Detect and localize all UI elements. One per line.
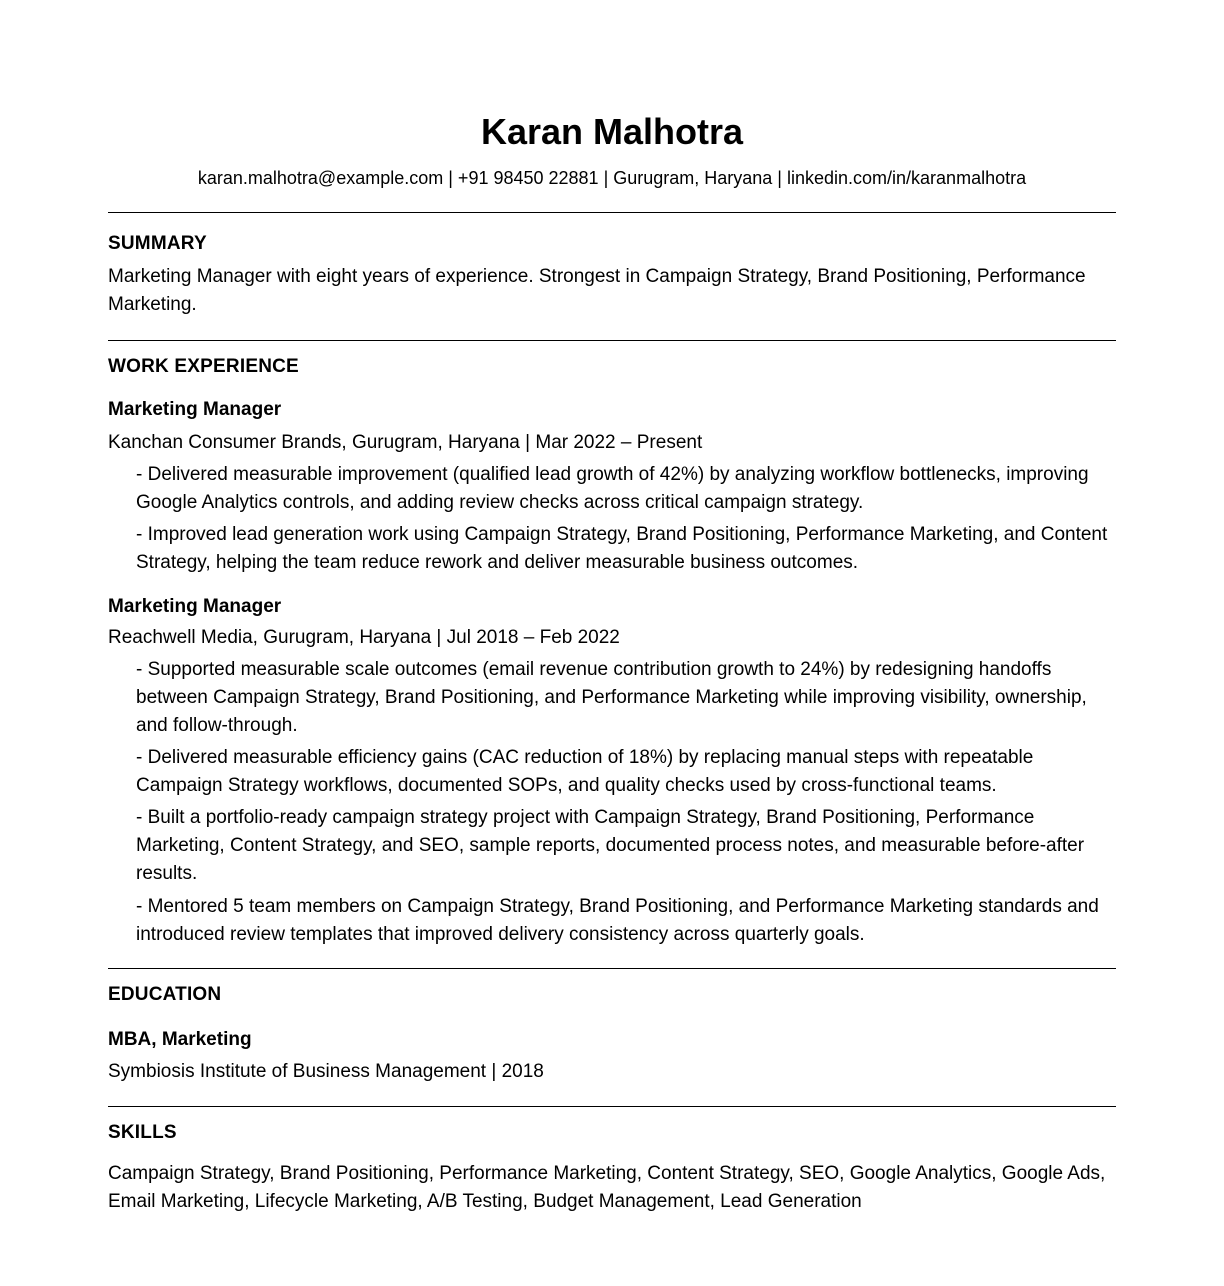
degree: MBA, Marketing [108, 1029, 252, 1050]
section-divider [108, 1106, 1116, 1107]
education-heading: EDUCATION [108, 984, 222, 1005]
job-bullet: - Delivered measurable efficiency gains (CAC reduction of 18%) by replacing manual steps with repeatable Campaign Strategy workflows, documented SOPs, and quality checks used by cross-functional teams. [136, 747, 1034, 796]
job-title: Marketing Manager [108, 596, 282, 617]
job-meta: Kanchan Consumer Brands, Gurugram, Haryana | Mar 2022 – Present [108, 432, 703, 453]
candidate-name: Karan Malhotra [480, 111, 744, 152]
skills-text: Campaign Strategy, Brand Positioning, Performance Marketing, Content Strategy, SEO, Google Analytics, Google Ads, Email Marketing, Lifecycle Marketing, A/B Testing, Budget Management, Lead Generation [108, 1163, 1106, 1212]
section-divider [108, 340, 1116, 341]
section-divider [108, 968, 1116, 969]
job-bullet: - Mentored 5 team members on Campaign Strategy, Brand Positioning, and Performance Marketing standards and introduced review templates that improved delivery consistency across quarterly goals. [136, 896, 1099, 945]
job-bullet: - Supported measurable scale outcomes (email revenue contribution growth to 24%) by redesigning handoffs between Campaign Strategy, Brand Positioning, and Performance Marketing while improving visibility, ownership, and follow-through. [136, 659, 1087, 736]
contact-line: karan.malhotra@example.com | +91 98450 22881 | Gurugram, Haryana | linkedin.com/in/karanmalhotra [197, 168, 1027, 188]
job-bullet: - Built a portfolio-ready campaign strategy project with Campaign Strategy, Brand Positioning, Performance Marketing, Content Strategy, and SEO, sample reports, documented process notes, and measurable before-after results. [136, 807, 1085, 884]
job-bullet: - Improved lead generation work using Campaign Strategy, Brand Positioning, Performance Marketing, and Content Strategy, helping the team reduce rework and deliver measurable business outcomes. [136, 524, 1108, 573]
job-bullet: - Delivered measurable improvement (qualified lead growth of 42%) by analyzing workflow bottlenecks, improving Google Analytics controls, and adding review checks across critical campaign strategy. [136, 464, 1089, 513]
summary-text: Marketing Manager with eight years of experience. Strongest in Campaign Strategy, Brand Positioning, Performance Marketing. [108, 266, 1086, 315]
skills-heading: SKILLS [108, 1122, 177, 1143]
job-title: Marketing Manager [108, 399, 282, 420]
section-divider [108, 212, 1116, 213]
experience-heading: WORK EXPERIENCE [108, 356, 299, 377]
job-meta: Reachwell Media, Gurugram, Haryana | Jul 2018 – Feb 2022 [108, 627, 620, 648]
summary-heading: SUMMARY [108, 233, 207, 254]
school: Symbiosis Institute of Business Management | 2018 [108, 1061, 544, 1082]
